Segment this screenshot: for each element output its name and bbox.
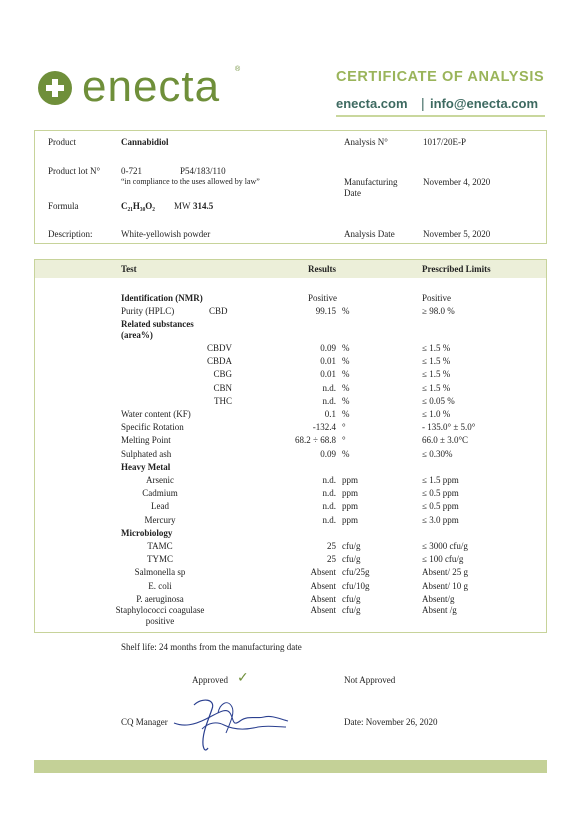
metal-row-value: n.d. <box>322 514 336 525</box>
related-row-value: n.d. <box>322 382 336 393</box>
metal-row-name: Arsenic <box>146 475 174 485</box>
manufacturing-value: November 4, 2020 <box>423 177 491 187</box>
general-row-unit: % <box>342 448 350 459</box>
related-row-name: CBN <box>213 382 232 393</box>
heavy-metal-label: Heavy Metal <box>121 462 171 472</box>
email-link[interactable]: info@enecta.com <box>430 96 539 111</box>
formula-label: Formula <box>48 201 79 211</box>
footer-bar <box>34 760 547 773</box>
general-row-limit: 66.0 ± 3.0°C <box>422 435 469 446</box>
micro-row-unit: cfu/g <box>342 541 361 551</box>
related-row-limit: ≤ 1.5 % <box>422 343 451 353</box>
description-label: Description: <box>48 229 93 239</box>
general-row-unit: ° <box>342 422 346 433</box>
metal-row-unit: ppm <box>342 488 359 499</box>
micro-row-limit: ≤ 3000 cfu/g <box>422 541 468 551</box>
col-limits-header: Prescribed Limits <box>422 264 491 274</box>
lot-value-1: 0-721 <box>121 166 142 176</box>
related-row-name: CBG <box>213 369 232 380</box>
staph-unit: cfu/g <box>342 605 361 615</box>
related-row-limit: ≤ 0.05 % <box>422 395 455 406</box>
approved-label: Approved <box>192 675 228 685</box>
related-row-name: CBDV <box>206 343 232 353</box>
related-row-unit: % <box>342 395 350 406</box>
micro-row-value: Absent <box>310 593 336 604</box>
metal-row-limit: ≤ 0.5 ppm <box>422 501 459 512</box>
purity-value: 99.15 <box>315 306 336 316</box>
related-row-name: THC <box>214 395 232 406</box>
staph-value: Absent <box>310 605 336 615</box>
general-row-limit: - 135.0° ± 5.0° <box>422 422 476 433</box>
website-link[interactable]: enecta.com <box>336 96 408 111</box>
micro-row-limit: Absent/ 25 g <box>422 567 468 578</box>
general-row-name: Sulphated ash <box>121 448 172 459</box>
related-row-unit: % <box>342 356 350 367</box>
metal-row-unit: ppm <box>342 501 359 512</box>
col-test-header: Test <box>121 264 137 274</box>
contact-separator: | <box>421 95 425 111</box>
related-row-unit: % <box>342 369 350 380</box>
logo-plus-icon <box>38 71 72 105</box>
lot-value-2: P54/183/110 <box>180 166 226 176</box>
micro-row-unit: cfu/10g <box>342 580 370 591</box>
micro-row-value: Absent <box>310 567 336 578</box>
general-row-limit: ≤ 0.30% <box>422 448 453 459</box>
metal-row-value: n.d. <box>322 488 336 499</box>
micro-row-limit: Absent/g <box>422 593 455 604</box>
metal-row-name: Mercury <box>144 514 176 525</box>
metal-row-limit: ≤ 1.5 ppm <box>422 475 459 485</box>
staph-label-1: Staphylococci coagulase <box>115 605 205 615</box>
purity-limit: ≥ 98.0 % <box>422 306 455 316</box>
general-row-name: Specific Rotation <box>121 422 184 433</box>
related-row-unit: % <box>342 343 350 353</box>
header-divider <box>336 115 545 117</box>
metal-row-name: Cadmium <box>142 488 178 499</box>
micro-row-unit: cfu/g <box>342 593 361 604</box>
related-row-value: 0.09 <box>320 343 336 353</box>
related-row-limit: ≤ 1.5 % <box>422 369 451 380</box>
analysis-no-label: Analysis N° <box>344 137 388 147</box>
related-row-unit: % <box>342 382 350 393</box>
general-row-limit: ≤ 1.0 % <box>422 409 451 419</box>
metal-row-value: n.d. <box>322 501 336 512</box>
related-row-name: CBDA <box>206 356 232 367</box>
ident-result: Positive <box>308 293 338 303</box>
checkmark-icon: ✓ <box>237 670 249 686</box>
brand-logo-text: enecta <box>82 62 221 111</box>
micro-row-value: 25 <box>327 554 336 565</box>
purity-unit: % <box>342 306 350 316</box>
product-info-box <box>34 130 547 244</box>
mw-label: MW <box>174 201 191 211</box>
general-row-value: 0.09 <box>320 448 336 459</box>
signature-date: Date: November 26, 2020 <box>344 717 438 727</box>
micro-row-name: Salmonella sp <box>134 567 186 578</box>
lot-label: Product lot N° <box>48 166 101 176</box>
general-row-unit: ° <box>342 435 346 446</box>
related-row-value: 0.01 <box>320 369 336 380</box>
metal-row-limit: ≤ 0.5 ppm <box>422 488 459 499</box>
metal-row-limit: ≤ 3.0 ppm <box>422 514 459 525</box>
micro-row-limit: ≤ 100 cfu/g <box>422 554 464 565</box>
mw-value: 314.5 <box>193 201 214 211</box>
metal-row-value: n.d. <box>322 475 336 485</box>
manufacturing-label-1: Manufacturing <box>344 177 398 187</box>
micro-row-name: E. coli <box>148 580 172 591</box>
staph-limit: Absent /g <box>422 605 457 615</box>
staph-label-2: positive <box>145 616 175 626</box>
micro-label: Microbiology <box>121 528 173 538</box>
formula-value: C₂₁H₃₀O₂ <box>121 201 155 211</box>
micro-row-name: TYMC <box>146 554 173 565</box>
micro-row-name: TAMC <box>147 541 173 551</box>
metal-row-unit: ppm <box>342 514 359 525</box>
general-row-name: Water content (KF) <box>121 409 191 419</box>
related-row-limit: ≤ 1.5 % <box>422 382 451 393</box>
analysis-date-value: November 5, 2020 <box>423 229 491 239</box>
general-row-unit: % <box>342 409 350 419</box>
product-label: Product <box>48 137 76 147</box>
purity-sub: CBD <box>209 306 228 316</box>
description-value: White-yellowish powder <box>121 229 211 239</box>
lot-note: “in compliance to the uses allowed by law” <box>121 177 260 186</box>
micro-row-unit: cfu/25g <box>342 567 370 578</box>
analysis-date-label: Analysis Date <box>344 229 395 239</box>
ident-limit: Positive <box>422 293 452 303</box>
related-row-limit: ≤ 1.5 % <box>422 356 451 367</box>
related-label-1: Related substances <box>121 319 194 329</box>
product-value: Cannabidiol <box>121 137 169 147</box>
general-row-value: -132.4 <box>312 422 336 433</box>
micro-row-limit: Absent/ 10 g <box>422 580 468 591</box>
general-row-value: 68.2 ÷ 68.8 <box>295 435 336 446</box>
micro-row-name: P. aeruginosa <box>136 593 184 604</box>
certificate-title: CERTIFICATE OF ANALYSIS <box>336 69 545 85</box>
analysis-no-value: 1017/20E-P <box>423 137 467 147</box>
related-row-value: 0.01 <box>320 356 336 367</box>
micro-row-value: Absent <box>310 580 336 591</box>
purity-label: Purity (HPLC) <box>121 306 175 316</box>
related-row-value: n.d. <box>322 395 336 406</box>
ident-label: Identification (NMR) <box>121 293 203 303</box>
not-approved-label: Not Approved <box>344 675 396 685</box>
general-row-value: 0.1 <box>324 409 336 419</box>
micro-row-unit: cfu/g <box>342 554 361 565</box>
related-label-2: (area%) <box>121 330 153 340</box>
registered-mark: ® <box>235 66 241 73</box>
col-results-header: Results <box>308 264 337 274</box>
manufacturing-label-2: Date <box>344 188 361 198</box>
signature-icon <box>172 693 290 755</box>
micro-row-value: 25 <box>327 541 336 551</box>
shelf-life: Shelf life: 24 months from the manufacturing date <box>121 642 302 652</box>
general-row-name: Melting Point <box>121 435 171 446</box>
metal-row-name: Lead <box>151 501 169 512</box>
cq-manager-label: CQ Manager <box>121 717 168 727</box>
metal-row-unit: ppm <box>342 475 359 485</box>
